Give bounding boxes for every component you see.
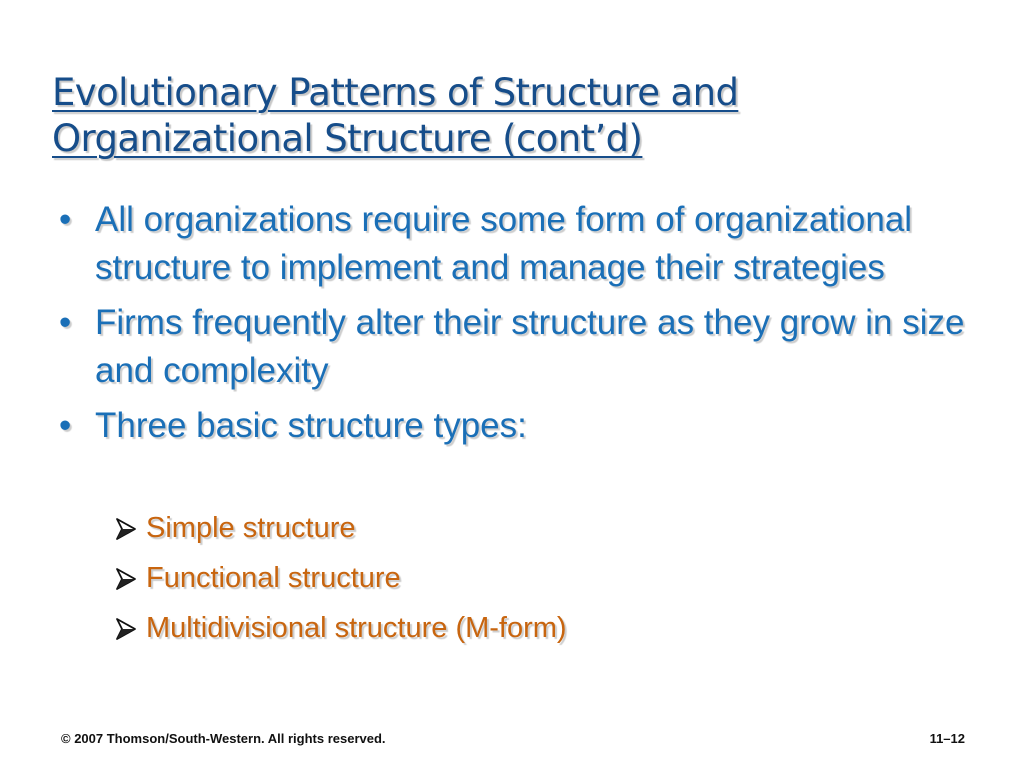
sub-bullet-list — [114, 503, 567, 653]
bullet-marker: • — [59, 303, 72, 342]
bullet-item — [58, 402, 988, 450]
bullet-text: Firms frequently alter their structure as they grow in size and complexity — [95, 303, 965, 390]
sub-bullet-text: Functional structure — [146, 562, 401, 594]
slide-number: 11–12 — [929, 731, 965, 746]
bullet-text: All organizations require some form of organizational structure to implement and manage their strategies — [95, 200, 913, 287]
sub-bullet-item — [114, 603, 567, 653]
sub-bullet-text: Simple structure — [146, 512, 356, 544]
slide-title-line-1: Evolutionary Patterns of Structure and — [52, 71, 739, 114]
bullet-item — [58, 299, 988, 395]
bullet-item — [58, 196, 988, 292]
footer-copyright: © 2007 Thomson/South-Western. All rights reserved. — [61, 731, 386, 746]
bullet-text: Three basic structure types: — [95, 406, 527, 445]
arrow-bullet-icon — [114, 517, 138, 541]
sub-bullet-item — [114, 503, 567, 553]
sub-bullet-text: Multidivisional structure (M-form) — [146, 612, 567, 644]
slide-title-line-2: Organizational Structure (cont’d) — [52, 117, 643, 160]
arrow-bullet-icon — [114, 617, 138, 641]
bullet-list — [58, 196, 988, 457]
bullet-marker: • — [59, 200, 72, 239]
arrow-bullet-icon — [114, 567, 138, 591]
sub-bullet-item — [114, 553, 567, 603]
bullet-marker: • — [59, 406, 72, 445]
slide-title — [52, 70, 982, 162]
